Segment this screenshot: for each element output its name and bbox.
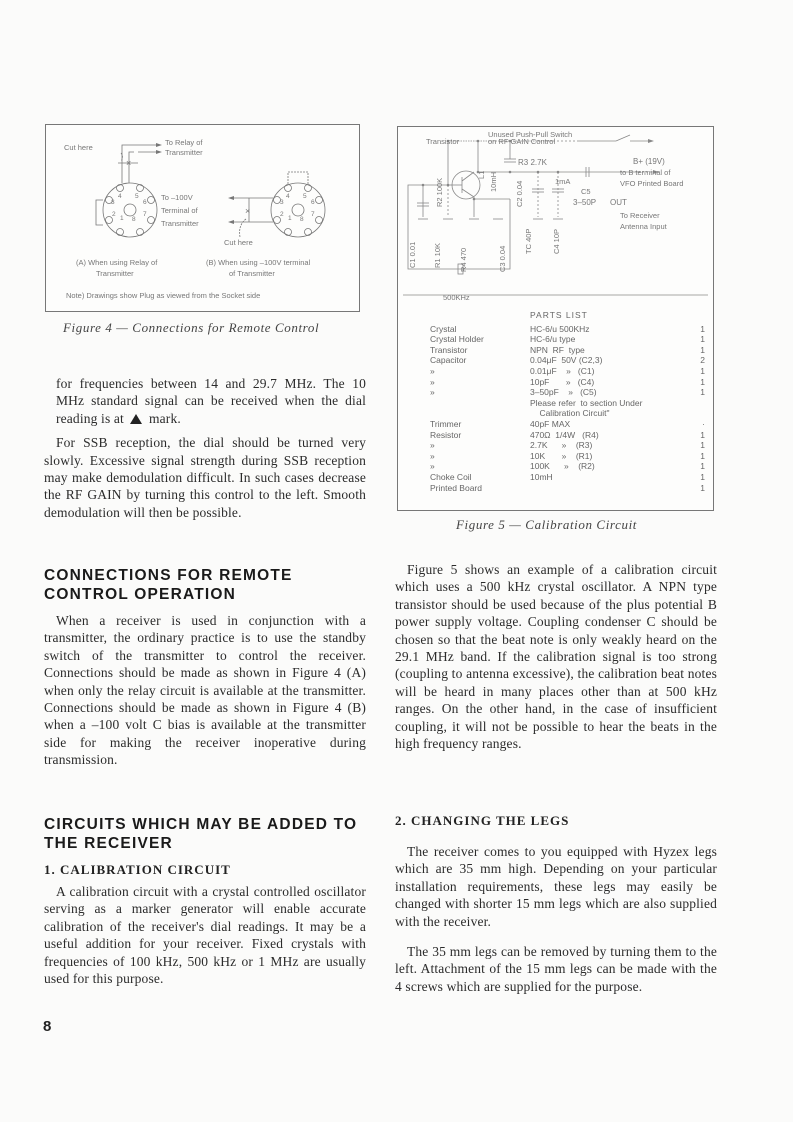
paragraph-legs-2: The 35 mm legs can be removed by turning them to the left. Attachment of the 15 mm legs can be made with the 4 screws which are supplied for the purpose. (395, 944, 717, 994)
r3-label: R3 2.7K (518, 158, 547, 167)
parts-list-row (430, 430, 705, 441)
figure-4-diagram (46, 125, 359, 311)
pin-label: 4 (118, 193, 122, 200)
part-name: Resistor (430, 429, 462, 440)
to-b-terminal-label: to B terminal of (620, 168, 671, 177)
part-spec: 0.04μF 50V (C2,3) (530, 355, 603, 366)
part-qty: 1 (700, 376, 705, 387)
heading-remote-control: CONNECTIONS FOR REMOTE CONTROL OPERATION (44, 567, 293, 603)
left-column-continued (44, 375, 366, 521)
transistor-label: Transistor (426, 137, 460, 146)
figure-4-note: Note) Drawings show Plug as viewed from the Socket side (66, 291, 261, 300)
part-qty: · (702, 418, 705, 429)
transmitter-label-2: Transmitter (161, 219, 199, 228)
part-qty: 1 (700, 323, 705, 334)
c5-value-label: 3–50P (573, 198, 597, 207)
figure-5-schematic (398, 127, 713, 302)
c1-label: C1 0.01 (408, 241, 417, 268)
cut-here-label-a: Cut here (64, 143, 93, 152)
part-spec: Calibration Circuit" (530, 408, 610, 419)
part-name: Transistor (430, 344, 468, 355)
svg-text:×: × (245, 206, 251, 216)
paragraph-remote-control: When a receiver is used in conjunction with a transmitter, the ordinary practice is to use the standby switch of the transmitter to control the receiver. Connections should be made as shown in Figure 4 (A) when only the relay circuit is available at the transmitter. Connections should be made as shown in Figure 4 (B) when a –100 volt C bias is available at the transmitter side for making the receiver inoperative during transmission. (44, 613, 366, 768)
parts-list-row (430, 387, 705, 398)
part-spec (530, 483, 685, 494)
parts-list-row (430, 334, 705, 345)
part-qty: 1 (700, 440, 705, 451)
part-qty (685, 408, 705, 419)
part-name: » (430, 450, 435, 461)
cut-here-label-b: Cut here (224, 238, 253, 247)
parts-list-row (430, 408, 705, 419)
to-receiver-label: To Receiver (620, 211, 660, 220)
parts-list-row (430, 324, 705, 335)
section-remote-control (44, 566, 366, 769)
c4-label: C4 10P (552, 228, 561, 254)
svg-text:8: 8 (300, 216, 304, 223)
parts-list-title: PARTS LIST (530, 310, 588, 320)
part-spec: HC-6/u type (530, 334, 576, 345)
subheading-calibration: 1. CALIBRATION CIRCUIT (44, 862, 231, 877)
part-qty: 1 (700, 461, 705, 472)
subheading-legs: 2. CHANGING THE LEGS (395, 813, 570, 828)
part-qty: 1 (700, 334, 705, 345)
figure-4-caption: Figure 4 — Connections for Remote Control (63, 320, 320, 335)
parts-list (430, 310, 705, 493)
switch-label-2: on RF GAIN Control (488, 137, 556, 146)
svg-text:7: 7 (311, 211, 315, 218)
part-name: Printed Board (430, 482, 482, 493)
crystal-label: 500KHz (443, 293, 470, 302)
l1-value-label: 10mH (489, 171, 498, 192)
part-name: » (430, 376, 435, 387)
section-circuits (44, 815, 366, 987)
part-spec: 0.01μF » (C1) (530, 365, 595, 376)
parts-list-row (430, 451, 705, 462)
pin-label: 1 (120, 215, 124, 222)
part-qty: 1 (700, 450, 705, 461)
part-qty: 1 (700, 429, 705, 440)
terminal-of-label: Terminal of (161, 206, 198, 215)
pin-label: 6 (143, 199, 147, 206)
part-spec: 10K » (R1) (530, 450, 593, 461)
part-qty: 1 (700, 344, 705, 355)
vfo-board-label: VFO Printed Board (620, 179, 684, 188)
part-name (430, 398, 530, 409)
svg-text:3: 3 (280, 199, 284, 206)
l1-label: L1 (477, 170, 486, 179)
paragraph-ssb: For SSB reception, the dial should be turned very slowly. Excessive signal strength during SSB reception may make demodulation difficult. In such cases decrease the RF GAIN by turning this control to the left. Smooth demodulation will then be possible. (44, 435, 366, 520)
part-qty (685, 398, 705, 409)
part-name: » (430, 440, 435, 451)
svg-text:6: 6 (311, 199, 315, 206)
b-plus-label: B+ (19V) (633, 157, 665, 166)
parts-list-row (430, 355, 705, 366)
pin-label: 3 (111, 199, 115, 206)
pin-label: 2 (112, 211, 116, 218)
triangle-mark-icon (130, 414, 142, 424)
part-qty: 2 (700, 355, 705, 366)
figure-4-box (45, 124, 360, 312)
figure-5-box (397, 126, 714, 511)
sub-caption-b-line2: of Transmitter (229, 269, 275, 278)
current-label: 1mA (555, 177, 571, 186)
part-spec: 470Ω 1/4W (R4) (530, 429, 599, 440)
parts-list-row (430, 472, 705, 483)
pin-label: 7 (143, 211, 147, 218)
svg-text:4: 4 (286, 193, 290, 200)
pin-label: 5 (135, 193, 139, 200)
parts-list-row (430, 377, 705, 388)
r1-label: R1 10K (433, 242, 442, 268)
sub-caption-a-line2: Transmitter (96, 269, 134, 278)
r4-label: R4 470 (459, 247, 468, 272)
part-name: Crystal (430, 323, 457, 334)
page-number: 8 (43, 1018, 52, 1035)
heading-circuits: CIRCUITS WHICH MAY BE ADDED TO THE RECEIVER (44, 816, 358, 852)
part-name: » (430, 365, 435, 376)
c3-label: C3 0.04 (498, 245, 507, 272)
sub-caption-b-line1: (B) When using –100V terminal (206, 258, 311, 267)
switch-label-1: Unused Push-Pull Switch (488, 130, 573, 139)
paragraph-calibration: A calibration circuit with a crystal controlled oscillator serving as a marker generator will enable accurate calibration of the receiver's dial readings. It may be a useful addition for your receiver. Fixed crystals with frequencies of 100 kHz, 500 kHz or 1 MHz are usually used for this purpose. (44, 884, 366, 987)
part-name: Crystal Holder (430, 334, 484, 345)
parts-list-row (430, 440, 705, 451)
part-name (430, 408, 530, 419)
part-qty: 1 (700, 387, 705, 398)
transmitter-label-1: Transmitter (165, 148, 203, 157)
part-name: Capacitor (430, 355, 467, 366)
part-spec: 10mH (530, 471, 553, 482)
part-spec: Please refer to section Under (530, 397, 643, 408)
paragraph-legs-1: The receiver comes to you equipped with Hyzex legs which are 35 mm high. Depending on your particular installation requirements, these legs may easily be changed with shorter 15 mm legs which are also supplied with the receiver. (395, 844, 717, 929)
tc-label: TC 40P (524, 228, 533, 254)
out-label: OUT (610, 198, 627, 207)
part-name: » (430, 461, 435, 472)
paragraph-figure-5: Figure 5 shows an example of a calibration circuit which uses a 500 kHz crystal oscillator. A NPN type transistor should be used because of the plus potential B power supply voltage. Coupling condenser C should be chosen so that the beat note is only weakly heard on the 29.1 MHz band. If the calibration signal is too strong (coupling to antenna excessive), the calibration beat notes will be heard in many places other than at 500 kHz ranges. On the other hand, in the case of insufficient coupling, it will not be possible to hear the beats in the high frequency ranges. (395, 562, 717, 752)
part-qty: 1 (700, 471, 705, 482)
part-spec: 100K » (R2) (530, 461, 595, 472)
sub-caption-a-line1: (A) When using Relay of (76, 258, 158, 267)
svg-text:2: 2 (280, 211, 284, 218)
section-legs (395, 813, 717, 995)
pin-label: 8 (132, 216, 136, 223)
svg-text:1: 1 (288, 215, 292, 222)
to-relay-label: To Relay of (165, 138, 203, 147)
parts-list-row (430, 366, 705, 377)
to-100v-label: To –100V (161, 193, 193, 202)
r2-label: R2 100K (435, 177, 444, 207)
part-spec: HC-6/u 500KHz (530, 323, 590, 334)
part-qty: 1 (700, 482, 705, 493)
c2-label: C2 0.04 (515, 180, 524, 207)
part-name: Trimmer (430, 418, 462, 429)
parts-list-row (430, 461, 705, 472)
part-name: » (430, 387, 435, 398)
parts-table (430, 324, 705, 494)
part-qty: 1 (700, 365, 705, 376)
part-spec: 2.7K » (R3) (530, 440, 593, 451)
right-column (395, 561, 717, 752)
antenna-input-label: Antenna Input (620, 222, 667, 231)
parts-list-row (430, 483, 705, 494)
svg-text:×: × (126, 158, 132, 168)
part-spec: 10pF » (C4) (530, 376, 595, 387)
svg-text:5: 5 (303, 193, 307, 200)
parts-list-row (430, 398, 705, 409)
part-spec: NPN RF type (530, 344, 585, 355)
parts-list-row (430, 419, 705, 430)
paragraph-frequencies: for frequencies between 14 and 29.7 MHz. The 10 MHz standard signal can be received when the dial reading is at mark. (56, 376, 366, 426)
figure-5-caption: Figure 5 — Calibration Circuit (456, 517, 637, 532)
part-spec: 40pF MAX (530, 418, 571, 429)
parts-list-row (430, 345, 705, 356)
part-spec: 3–50pF » (C5) (530, 387, 597, 398)
part-name: Choke Coil (430, 471, 472, 482)
c5-label: C5 (581, 187, 591, 196)
